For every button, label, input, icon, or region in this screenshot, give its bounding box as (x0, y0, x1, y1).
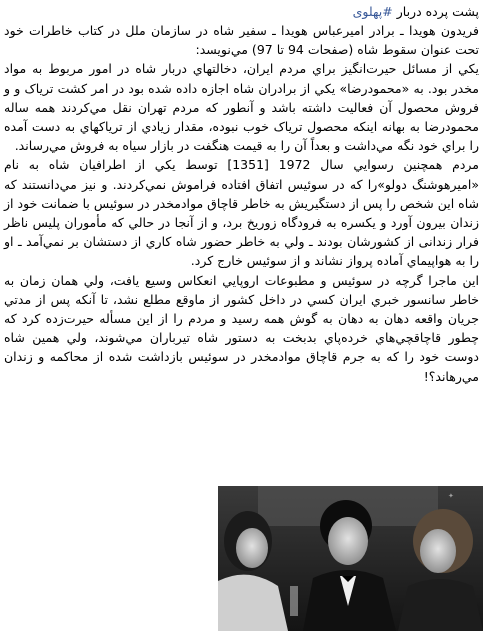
svg-text:✦: ✦ (448, 492, 454, 500)
hashtag-link[interactable]: #پهلوی (352, 4, 393, 19)
post-paragraph-1: يکي از مسائل حيرت‌انگيز براي مردم ايران، دخالتهاي دربار شاه در امور مربوط به مواد مخدر بود. به «محمودرضا» يکي از برادران شاه اجازه داده شده بود در امر کشت ترياک و و فروش محصول آن فعاليت داشته باشد و آنطور که مردم تهران نقل مي‌کردند همه ساله محمودرضا به بهانه اينکه محصول ترياک خوب نبوده، مقدار زيادي از ترياکهاي به دست آمده را براي خود نگه مي‌داشت و بعداً آن را به قيمت هنگفت در بازار سياه به فروش مي‌رساند. (4, 61, 479, 154)
post-paragraph-intro: فریدون هویدا ـ برادر امیرعباس هویدا ـ سفیر شاه در سازمان ملل در کتاب خاطرات خود تحت عنوان سقوط شاه (صفحات 94 تا 97) مي‌نويسد: (4, 23, 479, 58)
post-paragraph-3: اين ماجرا گرچه در سوئيس و مطبوعات اروپايي انعکاس وسيع يافت، ولي همان زمان به خاطر سانسور خبري ايران کسي در داخل کشور از ماوقع مطلع نشد، تا آنکه پس از مدتي جريان واقعه دهان به دهان به گوش همه رسيد و مردم را از اين مسأله حيرت‌زده کرد که چطور قاچاقچي‌هاي خرده‌پاي بدبخت به دستور شاه تيرباران مي‌شوند، ولي همين شاه دوست خود را که به جرم قاچاق موادمخدر در سوئيس بازداشت شده از محاکمه و زندان مي‌رهاند؟! (4, 272, 479, 384)
post-title-prefix: پشت پرده دربار (392, 4, 479, 19)
post-photo[interactable] (218, 486, 483, 631)
post-title (4, 2, 479, 21)
post-paragraph-2: مردم همچنين رسوايي سال 1972 [1351] توسط يکي از اطرافيان شاه به نام «اميرهوشنگ دولو»را که در سوئيس اتفاق افتاده فراموش نمي‌کردند. و نيز مي‌دانستند که شاه اين شخص را پس از دستگيريش به خاطر قاچاق موادمخدر در سوئيس با ضمانت خود از زندان بيرون آورد و يکسره به فرودگاه زوريخ برد، و از آنجا در حالي که مأموران پليس ناظر فرار زندانی از کشورشان بودند ـ ولي به خاطر حضور شاه کاري از دستشان بر نمي‌آمد ـ او را به هواپيماي آماده پرواز نشاند و از سوئيس خارج کرد. (4, 157, 479, 269)
vintage-photo-icon (218, 486, 483, 631)
